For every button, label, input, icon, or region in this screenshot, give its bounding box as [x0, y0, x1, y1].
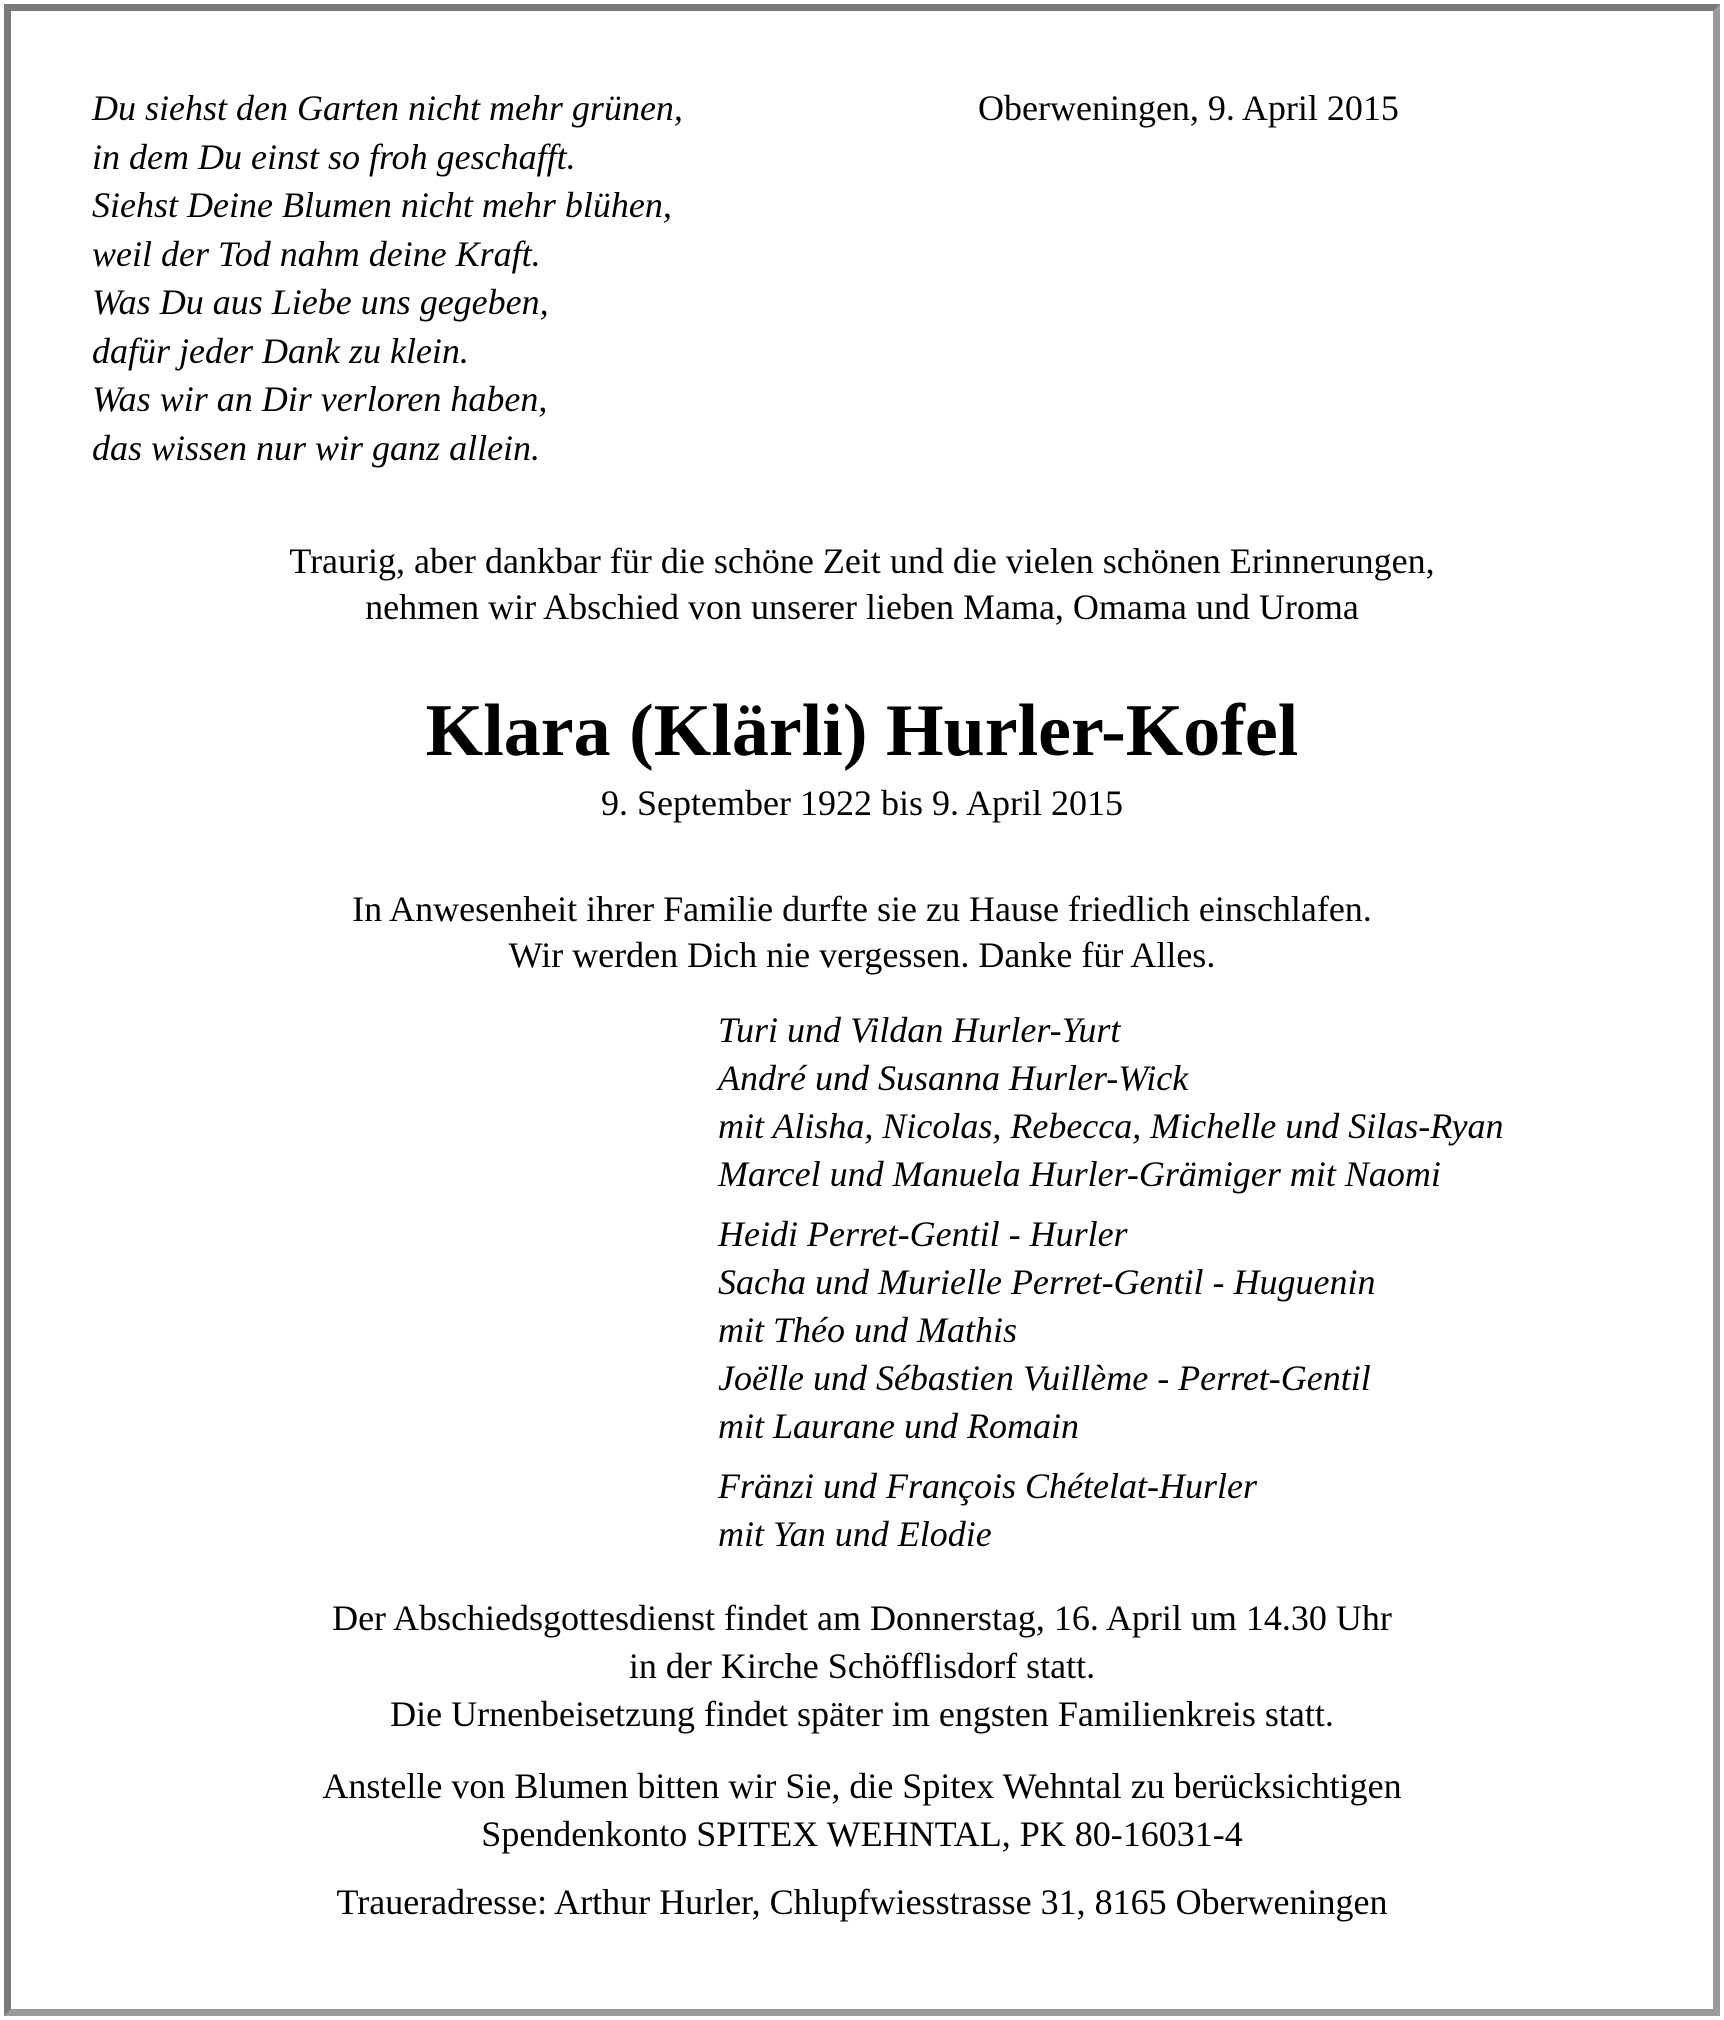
place-date: Oberweningen, 9. April 2015: [978, 88, 1399, 128]
service-line: in der Kirche Schöfflisdorf statt.: [628, 1646, 1096, 1686]
mourner-line: André und Susanna Hurler-Wick: [718, 1058, 1189, 1098]
mourners-list: [718, 1006, 1504, 1570]
mourner-line: mit Théo und Mathis: [718, 1310, 1018, 1350]
intro-text: [0, 538, 1724, 630]
poem-line: Was Du aus Liebe uns gegeben,: [92, 282, 549, 322]
service-info: [0, 1594, 1724, 1738]
mourner-group: [718, 1006, 1504, 1198]
donation-line: Spendenkonto SPITEX WEHNTAL, PK 80-16031-4: [481, 1814, 1243, 1854]
donation-line: Anstelle von Blumen bitten wir Sie, die Spitex Wehntal zu berücksichtigen: [322, 1766, 1402, 1806]
life-dates: 9. September 1922 bis 9. April 2015: [601, 783, 1123, 823]
poem-line: dafür jeder Dank zu klein.: [92, 330, 469, 371]
poem: [92, 84, 683, 472]
poem-line: Siehst Deine Blumen nicht mehr blühen,: [92, 185, 672, 225]
mourner-line: Marcel und Manuela Hurler-Grämiger mit Naomi: [718, 1154, 1441, 1194]
service-line: Die Urnenbeisetzung findet später im engsten Familienkreis statt.: [390, 1694, 1334, 1734]
deceased-name: Klara (Klärli) Hurler-Kofel: [425, 690, 1299, 772]
poem-line: das wissen nur wir ganz allein.: [92, 427, 541, 468]
mourner-line: mit Yan und Elodie: [718, 1514, 992, 1554]
mourner-line: Sacha und Murielle Perret-Gentil - Huguenin: [718, 1262, 1376, 1302]
mourner-line: Joëlle und Sébastien Vuillème - Perret-Gentil: [718, 1358, 1371, 1398]
poem-line: weil der Tod nahm deine Kraft.: [92, 233, 541, 274]
mourning-address: Traueradresse: Arthur Hurler, Chlupfwiesstrasse 31, 8165 Oberweningen: [336, 1882, 1388, 1922]
farewell-line: In Anwesenheit ihrer Familie durfte sie zu Hause friedlich einschlafen.: [352, 889, 1372, 929]
poem-line: Was wir an Dir verloren haben,: [92, 379, 548, 419]
mourner-line: Heidi Perret-Gentil - Hurler: [718, 1214, 1128, 1254]
farewell-text: [0, 886, 1724, 978]
mourner-group: [718, 1210, 1504, 1450]
mourner-line: mit Alisha, Nicolas, Rebecca, Michelle und Silas-Ryan: [718, 1106, 1504, 1146]
farewell-line: Wir werden Dich nie vergessen. Danke für Alles.: [508, 935, 1216, 975]
mourner-line: Turi und Vildan Hurler-Yurt: [718, 1010, 1121, 1050]
intro-line: Traurig, aber dankbar für die schöne Zeit und die vielen schönen Erinnerungen,: [289, 541, 1435, 581]
donation-info: [0, 1762, 1724, 1858]
intro-line: nehmen wir Abschied von unserer lieben Mama, Omama und Uroma: [365, 587, 1359, 627]
mourner-group: [718, 1462, 1504, 1558]
poem-line: in dem Du einst so froh geschafft.: [92, 136, 576, 177]
poem-line: Du siehst den Garten nicht mehr grünen,: [92, 88, 683, 128]
service-line: Der Abschiedsgottesdienst findet am Donnerstag, 16. April um 14.30 Uhr: [332, 1598, 1392, 1638]
mourner-line: Fränzi und François Chételat-Hurler: [718, 1466, 1257, 1506]
mourner-line: mit Laurane und Romain: [718, 1406, 1080, 1446]
